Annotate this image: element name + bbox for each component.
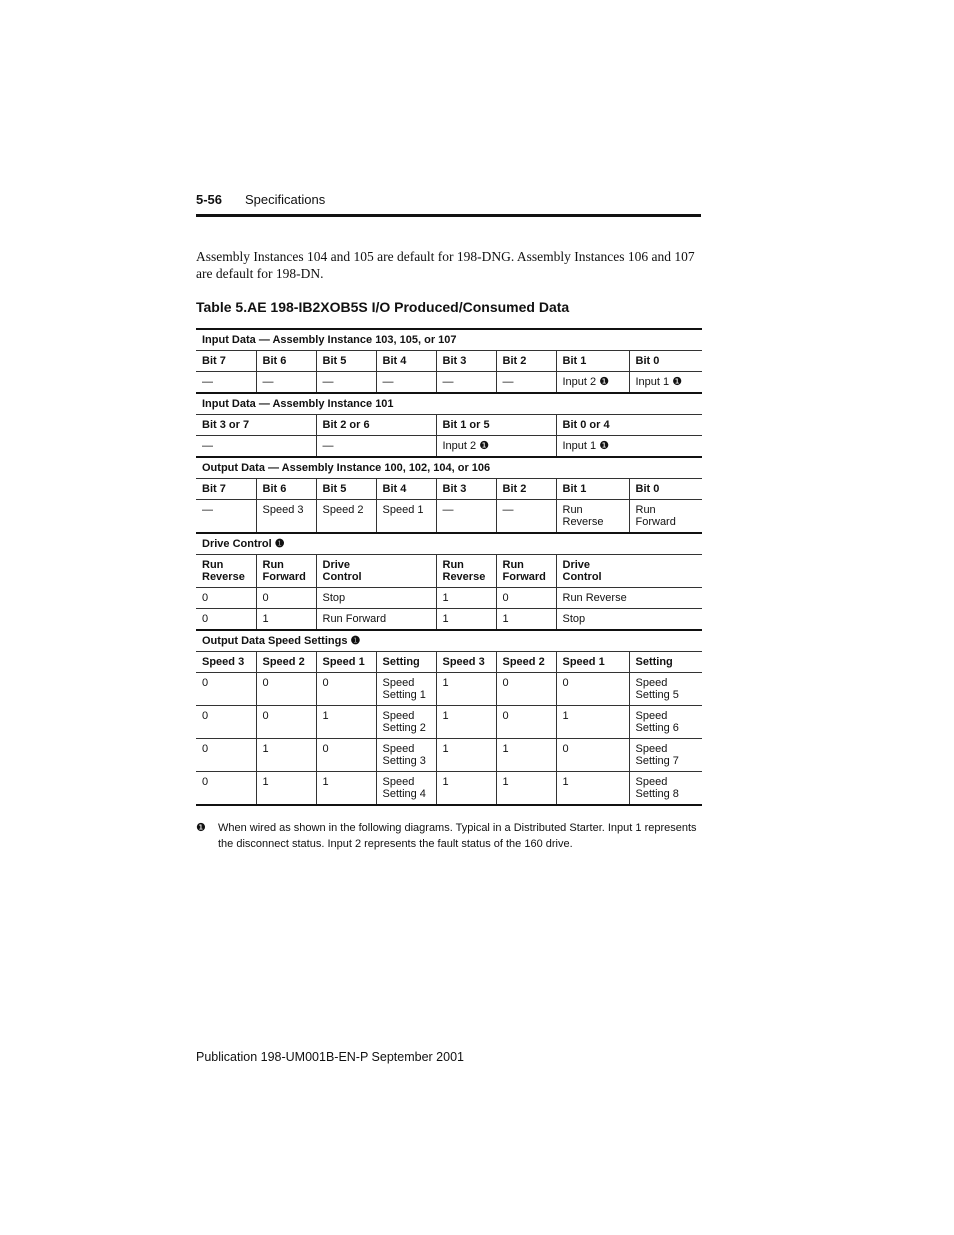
table-cell: 1 <box>556 706 629 739</box>
col-header: Bit 1 or 5 <box>436 415 556 436</box>
col-header: Speed 3 <box>196 652 256 673</box>
table-cell: Speed 3 <box>256 500 316 534</box>
section-title-output-a: Output Data — Assembly Instance 100, 102, 104, or 106 <box>196 457 702 479</box>
table-cell: 0 <box>196 609 256 631</box>
table-cell: 1 <box>436 772 496 806</box>
table-cell: 0 <box>256 673 316 706</box>
section-title-input-b: Input Data — Assembly Instance 101 <box>196 393 702 415</box>
table-cell: — <box>196 436 316 458</box>
table-cell: 0 <box>256 706 316 739</box>
table-cell: 0 <box>196 739 256 772</box>
table-title: Table 5.AE 198-IB2XOB5S I/O Produced/Consumed Data <box>196 299 570 315</box>
col-header: Bit 4 <box>376 351 436 372</box>
table-cell: Speed Setting 4 <box>376 772 436 806</box>
table-cell: 0 <box>196 588 256 609</box>
io-data-table <box>196 328 702 806</box>
table-cell: 1 <box>556 772 629 806</box>
col-header: Drive Control <box>316 555 436 588</box>
intro-paragraph: Assembly Instances 104 and 105 are default for 198-DNG. Assembly Instances 106 and 107 are default for 198-DN. <box>196 249 695 281</box>
table-cell: Run Forward <box>316 609 436 631</box>
col-header: Run Reverse <box>196 555 256 588</box>
table-cell: 0 <box>316 673 376 706</box>
table-cell: 1 <box>256 739 316 772</box>
table-cell: Run Forward <box>629 500 702 534</box>
table-cell: — <box>496 372 556 394</box>
table-cell: 0 <box>556 739 629 772</box>
table-cell: 1 <box>496 609 556 631</box>
table-row <box>196 372 702 394</box>
table-cell: 1 <box>316 706 376 739</box>
col-header: Bit 7 <box>196 479 256 500</box>
page-number: 5-56 <box>196 192 223 207</box>
col-header: Speed 2 <box>496 652 556 673</box>
table-cell: 1 <box>496 739 556 772</box>
col-header: Bit 2 <box>496 351 556 372</box>
running-header <box>196 192 326 207</box>
table-cell: — <box>196 500 256 534</box>
col-header: Bit 3 <box>436 479 496 500</box>
col-header: Speed 3 <box>436 652 496 673</box>
col-header: Bit 5 <box>316 351 376 372</box>
footnote <box>196 820 702 852</box>
table-row <box>196 500 702 534</box>
table-cell: — <box>316 436 436 458</box>
table-cell: Speed Setting 1 <box>376 673 436 706</box>
table-cell: Speed Setting 8 <box>629 772 702 806</box>
table-cell: 1 <box>316 772 376 806</box>
header-row <box>196 479 702 500</box>
table-cell: 0 <box>316 739 376 772</box>
table-cell: — <box>436 500 496 534</box>
table-cell: Stop <box>556 609 702 631</box>
col-header: Run Forward <box>256 555 316 588</box>
section-title-input-a: Input Data — Assembly Instance 103, 105, or 107 <box>196 329 702 351</box>
table-row <box>196 436 702 458</box>
col-header: Bit 4 <box>376 479 436 500</box>
table-cell: 0 <box>496 673 556 706</box>
section-row <box>196 457 702 479</box>
table-cell: Speed Setting 2 <box>376 706 436 739</box>
table-row <box>196 706 702 739</box>
table-cell: 0 <box>496 706 556 739</box>
table-row <box>196 673 702 706</box>
col-header: Bit 1 <box>556 351 629 372</box>
col-header: Bit 7 <box>196 351 256 372</box>
table-row <box>196 588 702 609</box>
col-header: Bit 3 or 7 <box>196 415 316 436</box>
table-cell: 0 <box>196 673 256 706</box>
table-cell: Speed 1 <box>376 500 436 534</box>
col-header: Run Forward <box>496 555 556 588</box>
section-title-drive-control: Drive Control ❶ <box>196 533 702 555</box>
table-cell: Input 1 ❶ <box>556 436 702 458</box>
col-header: Bit 0 <box>629 351 702 372</box>
header-row <box>196 351 702 372</box>
table-cell: — <box>316 372 376 394</box>
table-cell: Run Reverse <box>556 588 702 609</box>
section-row <box>196 533 702 555</box>
table-cell: 1 <box>436 588 496 609</box>
table-cell: — <box>376 372 436 394</box>
table-cell: 0 <box>196 706 256 739</box>
col-header: Setting <box>629 652 702 673</box>
col-header: Setting <box>376 652 436 673</box>
table-cell: 1 <box>256 772 316 806</box>
table-cell: Speed Setting 7 <box>629 739 702 772</box>
section-row <box>196 393 702 415</box>
table-row <box>196 772 702 806</box>
header-row <box>196 415 702 436</box>
table-cell: 1 <box>436 706 496 739</box>
col-header: Speed 1 <box>556 652 629 673</box>
table-cell: Speed Setting 5 <box>629 673 702 706</box>
table-cell: — <box>436 372 496 394</box>
table-cell: 1 <box>436 739 496 772</box>
section-row <box>196 329 702 351</box>
table-cell: Speed Setting 3 <box>376 739 436 772</box>
col-header: Bit 2 or 6 <box>316 415 436 436</box>
table-cell: 1 <box>436 673 496 706</box>
table-cell: 0 <box>196 772 256 806</box>
section-name: Specifications <box>245 192 326 207</box>
table-cell: Input 2 ❶ <box>556 372 629 394</box>
footnote-text: When wired as shown in the following diagrams. Typical in a Distributed Starter. Input 1 represents the disconnect status. Input 2 represents the fault status of the 160 drive. <box>218 822 697 850</box>
table-cell: Stop <box>316 588 436 609</box>
col-header: Bit 5 <box>316 479 376 500</box>
table-cell: 0 <box>256 588 316 609</box>
table-cell: Input 1 ❶ <box>629 372 702 394</box>
table-row <box>196 739 702 772</box>
col-header: Bit 0 or 4 <box>556 415 702 436</box>
table-cell: Speed Setting 6 <box>629 706 702 739</box>
table-row <box>196 609 702 631</box>
table-cell: — <box>256 372 316 394</box>
col-header: Bit 3 <box>436 351 496 372</box>
table-cell: Speed 2 <box>316 500 376 534</box>
table-cell: Input 2 ❶ <box>436 436 556 458</box>
section-row <box>196 630 702 652</box>
col-header: Speed 1 <box>316 652 376 673</box>
col-header: Bit 2 <box>496 479 556 500</box>
col-header: Run Reverse <box>436 555 496 588</box>
table-cell: Run Reverse <box>556 500 629 534</box>
col-header: Speed 2 <box>256 652 316 673</box>
col-header: Bit 0 <box>629 479 702 500</box>
table-cell: 1 <box>256 609 316 631</box>
header-row <box>196 555 702 588</box>
footnote-mark: ❶ <box>196 822 206 834</box>
table-cell: 1 <box>436 609 496 631</box>
table-cell: — <box>196 372 256 394</box>
section-title-speed-settings: Output Data Speed Settings ❶ <box>196 630 702 652</box>
page-footer: Publication 198-UM001B-EN-P September 2001 <box>196 1050 464 1064</box>
table-cell: 0 <box>556 673 629 706</box>
table-cell: — <box>496 500 556 534</box>
col-header: Bit 6 <box>256 351 316 372</box>
col-header: Bit 1 <box>556 479 629 500</box>
col-header: Drive Control <box>556 555 702 588</box>
table-cell: 1 <box>496 772 556 806</box>
header-row <box>196 652 702 673</box>
col-header: Bit 6 <box>256 479 316 500</box>
header-rule <box>196 214 701 217</box>
table-cell: 0 <box>496 588 556 609</box>
